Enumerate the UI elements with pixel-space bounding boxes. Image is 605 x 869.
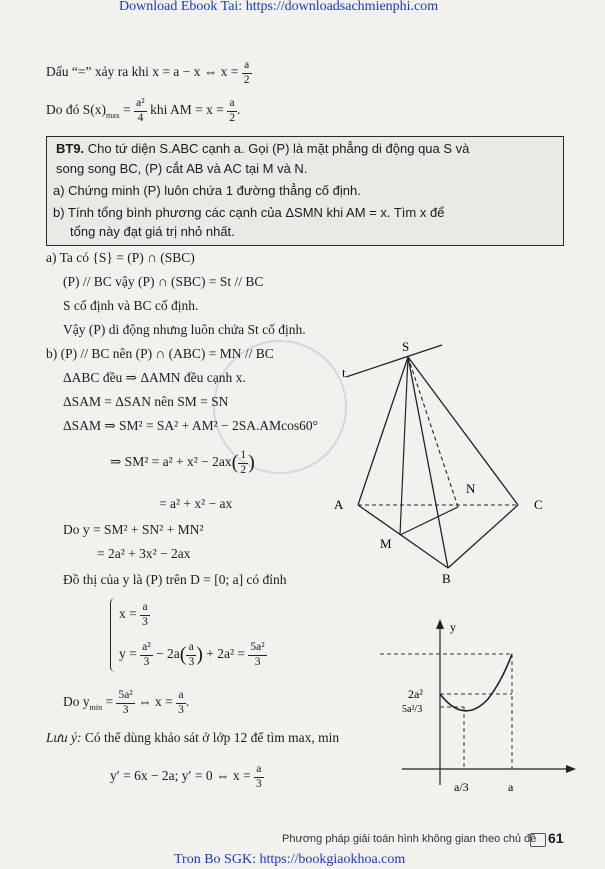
note-line: Lưu ý: Có thể dùng khảo sát ở lớp 12 để tìm max, min	[46, 730, 340, 745]
edge-sm	[400, 357, 408, 535]
solution-b6: = a² + x² − ax	[159, 496, 233, 511]
line-st	[346, 345, 442, 377]
edge-bc	[448, 505, 518, 568]
label-a: a	[508, 780, 514, 794]
exercise-part-b-2: tổng này đạt giá trị nhỏ nhất.	[70, 224, 235, 239]
label-b: B	[442, 571, 451, 586]
label-5a2-3: 5a²/3	[402, 704, 423, 715]
exercise-part-b-1: b) Tính tổng bình phương các cạnh của ΔSMN khi AM = x. Tìm x để	[53, 205, 445, 220]
source-link[interactable]: Tron Bo SGK: https://bookgiaokhoa.com	[174, 852, 406, 867]
solution-b8: = 2a² + 3x² − 2ax	[97, 546, 191, 561]
label-a: A	[334, 497, 344, 512]
label-2a2: 2a²	[408, 687, 423, 701]
x-axis-arrow	[566, 765, 576, 773]
edge-ab	[358, 505, 448, 568]
exercise-part-a: a) Chứng minh (P) luôn chứa 1 đường thẳng cố định.	[53, 183, 361, 198]
label-a3: a/3	[454, 780, 469, 794]
book-title: Phương pháp giải toán hình không gian theo chủ đề	[282, 833, 537, 845]
system-brace	[110, 598, 115, 672]
book-icon	[530, 833, 546, 847]
edge-sn-hidden	[408, 357, 458, 507]
solution-b9: Đồ thị của y là (P) trên D = [0; a] có đỉnh	[63, 572, 287, 587]
page-number: 61	[548, 830, 564, 846]
parabola-curve	[440, 654, 512, 711]
system-line-y: y = $\frac{\text{a²}}{3}$ − 2a( $\frac{a}{3}$ ) + 2a² = $\frac{\text{5a²}}{3}$	[119, 641, 265, 668]
label-t: t	[342, 365, 346, 380]
fraction-1-over-2: $\frac{1}{2}$	[240, 449, 247, 476]
solution-a4: Vậy (P) di động nhưng luôn chứa St cố định.	[63, 322, 306, 337]
solution-b7: Do y = SM² + SN² + MN²	[63, 522, 204, 537]
edge-sb	[408, 357, 448, 568]
solution-a2: (P) // BC vậy (P) ∩ (SBC) = St // BC	[63, 274, 264, 289]
parabola-graph	[370, 615, 580, 810]
fraction-a-over-2b: $\frac{a}{2}$	[229, 97, 235, 124]
equality-text: Dấu “=” xảy ra khi x = a − x ⇔ x =	[46, 64, 239, 80]
edge-mn	[400, 507, 458, 535]
system-line-x: x = $\frac{a}{3}$	[119, 601, 148, 628]
fraction-a2-over-4: $\frac{\text{a²}}{4}$	[136, 97, 145, 124]
fraction-a-over-2: $\frac{a}{2}$	[243, 59, 250, 86]
y-axis-arrow	[436, 619, 444, 629]
solution-b1: b) (P) // BC nên (P) ∩ (ABC) = MN // BC	[46, 346, 274, 361]
edge-sc	[408, 357, 518, 505]
solution-a3: S cố định và BC cố định.	[63, 298, 199, 313]
solution-b2: ΔABC đều ⇒ ΔAMN đều cạnh x.	[63, 370, 246, 385]
label-y: y	[450, 620, 456, 634]
solution-b3: ΔSAM = ΔSAN nên SM = SN	[63, 394, 229, 409]
edge-sa	[358, 357, 408, 505]
download-header[interactable]: Download Ebook Tai: https://downloadsachmienphi.com	[119, 0, 439, 14]
solution-b5: ⇒ SM² = a² + x² − 2ax( $\frac{1}{2}$ )	[110, 449, 255, 476]
solution-a1: a) Ta có {S} = (P) ∩ (SBC)	[46, 250, 195, 265]
derivative-line: y′ = 6x − 2a; y′ = 0 ⇔ x = $\frac{a}{3}$	[110, 763, 262, 790]
intro-max-line: Do đó $S(x)_{max}$ = $\frac{\text{a²}}{4}$ khi AM = x = $\frac{a}{2}$ .	[46, 97, 241, 124]
exercise-line-1: BT9. Cho tứ diện S.ABC cạnh a. Gọi (P) là mặt phẳng di động qua S và	[56, 141, 470, 156]
intro-equality-line	[46, 60, 252, 86]
note-label: Lưu ý:	[46, 730, 82, 745]
exercise-label: BT9.	[56, 141, 85, 156]
label-s: S	[402, 339, 410, 354]
tetrahedron-figure	[320, 335, 560, 590]
exercise-line-2: song song BC, (P) cắt AB và AC tại M và N.	[56, 161, 308, 176]
label-n: N	[466, 481, 476, 496]
label-m: M	[380, 536, 392, 551]
ymin-line: Do $y_{min}$ = $\frac{\text{5a²}}{3}$ ⇔ x = $\frac{a}{3}$ .	[63, 689, 190, 716]
solution-b4: ΔSAM ⇒ SM² = SA² + AM² − 2SA.AMcos60°	[63, 418, 319, 433]
label-c: C	[534, 497, 543, 512]
exercise-box	[46, 136, 564, 246]
